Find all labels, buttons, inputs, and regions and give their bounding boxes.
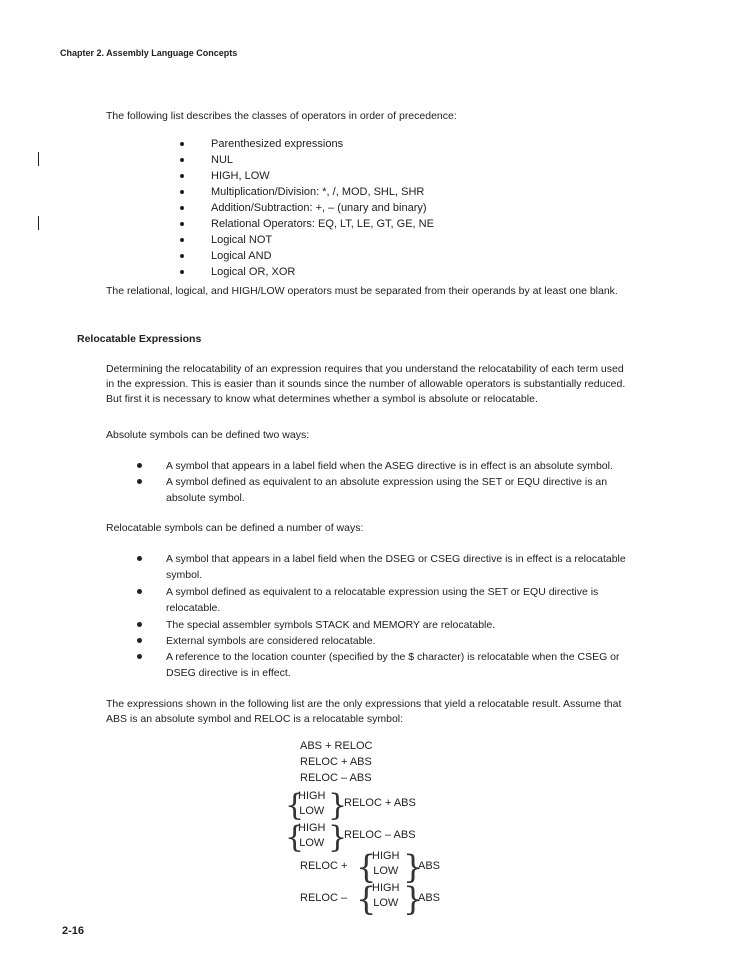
bullet-icon [180,174,184,178]
relocatability-paragraph: Determining the relocatability of an expression requires that you understand the relocatability of each term used in the expression. This is easier than it sounds since the number of allowable operators is substantially reduced. But first it is necessary to know what determines whether a symbol is absolute or relocatable. [106,363,626,405]
blank-separation-note: The relational, logical, and HIGH/LOW operators must be separated from their operands by at least one blank. [106,285,618,297]
change-bar [38,152,39,166]
page-number: 2-16 [62,925,85,937]
left-brace-icon: { [356,848,377,886]
expression-abs-suffix: ABS [418,892,441,904]
high-low-stack: HIGH LOW [298,790,326,817]
right-brace-icon: } [328,788,348,823]
right-brace-icon: } [403,848,424,886]
left-brace-icon: { [356,880,377,918]
bullet-icon [180,270,184,274]
high-low-stack: HIGH LOW [372,850,400,877]
bullet-icon [180,222,184,226]
bullet-icon [137,622,142,627]
bullet-icon [137,654,142,659]
expression-high-low-reloc-plus-abs: RELOC + ABS [344,797,416,809]
left-brace-icon: { [285,788,305,823]
bullet-icon [137,479,142,484]
bullet-icon [180,238,184,242]
right-brace-icon: } [328,820,348,855]
expression-reloc-plus-prefix: RELOC + [300,860,348,872]
expression-reloc-plus-abs: RELOC + ABS [300,756,372,768]
expressions-intro: The expressions shown in the following list are the only expressions that yield a relocatable result. Assume that ABS is an absolute symbol and RELOC is a relocatable symbol: [106,698,622,725]
expression-reloc-minus-abs: RELOC – ABS [300,772,372,784]
expression-abs-suffix: ABS [418,860,441,872]
bullet-icon [137,589,142,594]
bullet-icon [180,142,184,146]
bullet-icon [137,556,142,561]
running-header: Chapter 2. Assembly Language Concepts [60,48,238,58]
right-brace-icon: } [403,880,424,918]
expression-reloc-minus-prefix: RELOC – [300,892,348,904]
high-low-stack: HIGH LOW [298,822,326,849]
expression-abs-plus-reloc: ABS + RELOC [300,740,373,752]
bullet-icon [180,190,184,194]
absolute-symbols-intro: Absolute symbols can be defined two ways: [106,429,310,441]
bullet-icon [137,463,142,468]
left-brace-icon: { [285,820,305,855]
bullet-icon [180,158,184,162]
section-title: Relocatable Expressions [77,333,202,345]
bullet-icon [137,638,142,643]
high-low-stack: HIGH LOW [372,882,400,909]
expression-high-low-reloc-minus-abs: RELOC – ABS [344,829,416,841]
relocatable-symbols-intro: Relocatable symbols can be defined a number of ways: [106,522,364,534]
bullet-icon [180,254,184,258]
change-bar [38,216,39,230]
intro-paragraph: The following list describes the classes of operators in order of precedence: [106,110,457,122]
bullet-icon [180,206,184,210]
